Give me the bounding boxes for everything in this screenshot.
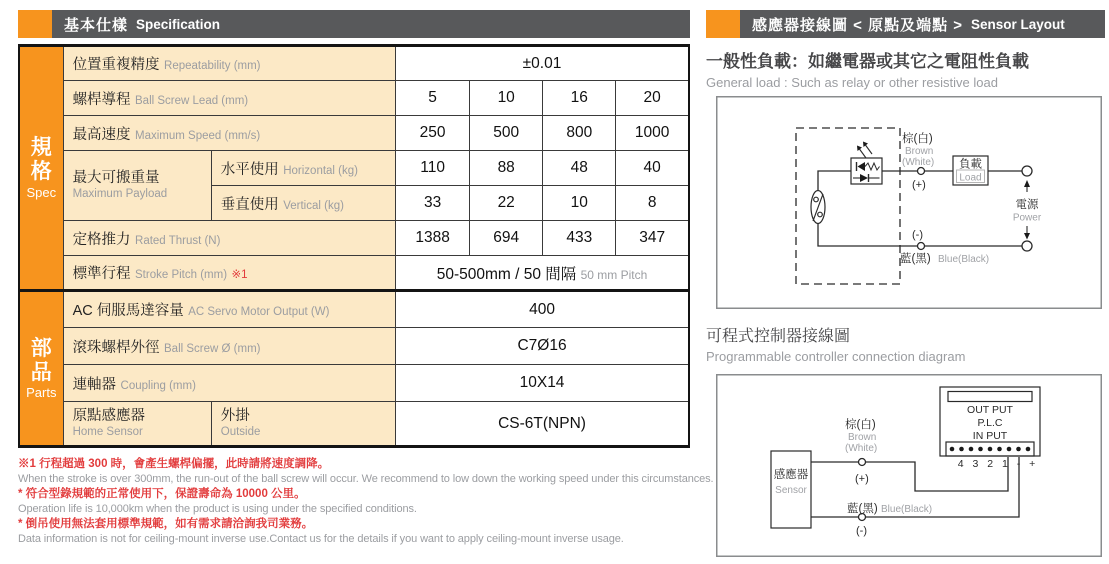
footnote-ref-1: ※1 (231, 269, 248, 281)
table-row (19, 291, 689, 328)
value-vertical-3: 10 (543, 186, 616, 221)
value-lead-2: 10 (470, 81, 543, 116)
label-rated-thrust: 定格推力 Rated Thrust (N) (63, 221, 395, 256)
plc-terminal-numbers: 4 3 2 1 - + (957, 458, 1039, 470)
specification-title-zh: 基本仕樣 (64, 16, 129, 34)
brown-wire-label-en1: Brown (905, 146, 934, 157)
specification-table (18, 44, 690, 448)
sensor-layout-title-en: Sensor Layout (971, 16, 1065, 32)
plus-sign-label: (+) (912, 179, 926, 191)
label-horizontal: 水平使用 Horizontal (kg) (211, 151, 395, 186)
side-label-spec-zh: 規格 (30, 136, 52, 183)
plus-sign-label: (+) (855, 473, 869, 485)
sensor-label-zh: 感應器 (773, 469, 809, 481)
value-repeatability: ±0.01 (396, 46, 689, 81)
value-horizontal-4: 40 (616, 151, 689, 186)
value-servo-output: 400 (396, 291, 689, 328)
value-lead-1: 5 (396, 81, 470, 116)
table-row (19, 365, 689, 402)
general-load-wiring-diagram (716, 96, 1102, 309)
specification-title-en: Specification (136, 16, 221, 32)
plc-connection-diagram (716, 374, 1102, 557)
sensor-label-en: Sensor (775, 485, 807, 496)
footnote-line: Data information is not for ceiling-mount inverse use.Contact us for the details if you want to apply ceiling-mount inverse usage. (18, 533, 624, 545)
plc-diagram-title-en: Programmable controller connection diagram (706, 349, 966, 364)
footnote-line: ※1 行程超過 300 時，會產生螺桿偏擺，此時請將速度調降。 (18, 458, 330, 470)
specification-section (18, 10, 714, 547)
general-load-title-zh: 一般性負載：如繼電器或其它之電阻性負載 (706, 52, 1029, 71)
table-row (19, 46, 689, 81)
value-horizontal-2: 88 (470, 151, 543, 186)
specification-header-bar (52, 10, 690, 38)
table-row (19, 151, 689, 186)
sensor-layout-title-zh: 感應器接線圖 < 原點及端點 > (752, 16, 964, 34)
label-servo-output: AC 伺服馬達容量 AC Servo Motor Output (W) (63, 291, 395, 328)
value-speed-1: 250 (396, 116, 470, 151)
plus-terminal (918, 168, 925, 175)
value-lead-3: 16 (543, 81, 616, 116)
value-thrust-3: 433 (543, 221, 616, 256)
blue-wire-label-zh: 藍(黑) (847, 503, 878, 515)
blue-wire-label-en: Blue(Black) (881, 504, 933, 515)
table-row (19, 221, 689, 256)
power-label-en: Power (1012, 212, 1042, 224)
power-minus-node (1022, 241, 1032, 251)
value-horizontal-3: 48 (543, 151, 616, 186)
value-thrust-2: 694 (470, 221, 543, 256)
value-speed-4: 1000 (616, 116, 689, 151)
table-row (19, 116, 689, 151)
side-label-parts-zh: 部品 (30, 336, 52, 384)
value-home-sensor: CS-6T(NPN) (396, 402, 689, 447)
value-vertical-4: 8 (616, 186, 689, 221)
load-label-en: Load (959, 172, 982, 184)
minus-terminal (918, 243, 925, 250)
plus-terminal (859, 459, 866, 466)
brown-wire-label-zh: 棕(白) (845, 419, 876, 431)
side-label-spec-en: Spec (26, 184, 57, 200)
table-row (19, 328, 689, 365)
footnotes (18, 457, 714, 547)
side-label-parts-en: Parts (26, 385, 57, 401)
general-load-title-en: General load : Such as relay or other resistive load (706, 75, 998, 90)
value-thrust-4: 347 (616, 221, 689, 256)
label-repeatability: 位置重複精度 Repeatability (mm) (63, 46, 395, 81)
label-max-speed: 最高速度 Maximum Speed (mm/s) (63, 116, 395, 151)
plc-diagram-title-zh: 可程式控制器接線圖 (706, 328, 851, 345)
sensor-layout-header-bar (740, 10, 1105, 38)
brown-wire-label-en2: (White) (845, 443, 878, 454)
footnote-line: * 符合型錄規範的正常使用下，保證壽命為 10000 公里。 (18, 488, 306, 500)
diagram-frame (717, 375, 1102, 557)
specification-header (18, 10, 690, 38)
minus-sign-label: (-) (912, 229, 923, 241)
value-horizontal-1: 110 (396, 151, 470, 186)
label-ball-screw-od: 滾珠螺桿外徑 Ball Screw Ø (mm) (63, 328, 395, 365)
value-coupling: 10X14 (396, 365, 689, 402)
table-row (19, 81, 689, 116)
brown-wire-label-en2: (White) (902, 157, 935, 168)
side-label-parts (19, 291, 63, 447)
blue-wire-label-en: Blue(Black) (938, 254, 990, 265)
brown-wire-label-en1: Brown (848, 432, 877, 443)
orange-square-decoration (706, 10, 740, 38)
footnote-line: When the stroke is over 300mm, the run-out of the ball screw will occur. We recommend to low down the working speed under this circumstances. (18, 473, 714, 485)
table-row (19, 402, 689, 447)
brown-wire-label-zh: 棕(白) (902, 133, 933, 145)
load-label-zh: 負載 (959, 158, 982, 171)
value-vertical-2: 22 (470, 186, 543, 221)
minus-sign-label: (-) (856, 525, 867, 537)
value-lead-4: 20 (616, 81, 689, 116)
value-vertical-1: 33 (396, 186, 470, 221)
footnote-line: Operation life is 10,000km when the product is using under the specified conditions. (18, 503, 417, 515)
label-coupling: 連軸器 Coupling (mm) (63, 365, 395, 402)
value-thrust-1: 1388 (396, 221, 470, 256)
sensor-layout-header (706, 10, 1105, 38)
label-ball-screw-lead: 螺桿導程 Ball Screw Lead (mm) (63, 81, 395, 116)
label-home-sensor: 原點感應器 Home Sensor (63, 402, 211, 447)
label-outside: 外掛 Outside (211, 402, 395, 447)
plc-name-label: P.L.C (977, 417, 1003, 429)
side-label-spec (19, 46, 63, 291)
label-max-payload: 最大可搬重量 Maximum Payload (63, 151, 211, 221)
value-stroke-pitch: 50-500mm / 50 間隔 50 mm Pitch (396, 256, 689, 291)
table-row (19, 256, 689, 291)
value-speed-3: 800 (543, 116, 616, 151)
label-vertical: 垂直使用 Vertical (kg) (211, 186, 395, 221)
blue-wire-label-zh: 藍(黑) (900, 253, 931, 265)
plc-terminal-dots (950, 447, 1031, 452)
value-speed-2: 500 (470, 116, 543, 151)
sensor-layout-section (706, 10, 1105, 557)
orange-square-decoration (18, 10, 52, 38)
plc-input-label: IN PUT (972, 430, 1008, 442)
label-stroke-pitch: 標準行程 Stroke Pitch (mm) ※1 (63, 256, 395, 291)
plc-output-label: OUT PUT (967, 404, 1013, 416)
power-label-zh: 電源 (1015, 199, 1039, 211)
footnote-line: * 倒吊使用無法套用標準規範，如有需求請洽詢我司業務。 (18, 518, 314, 530)
value-ball-screw-od: C7Ø16 (396, 328, 689, 365)
diagram-frame (717, 97, 1102, 309)
power-plus-node (1022, 166, 1032, 176)
